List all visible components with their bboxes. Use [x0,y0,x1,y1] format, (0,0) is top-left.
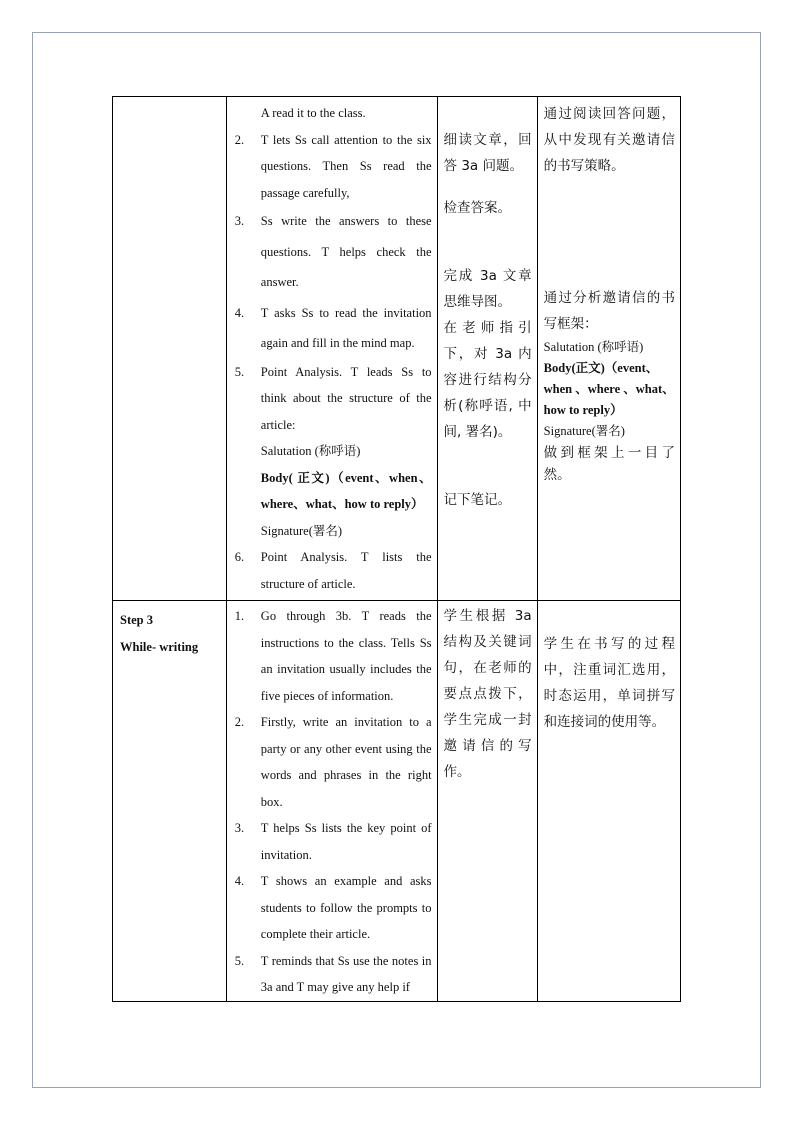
design-intent-text: Signature(署名) [543,424,625,438]
list-item: 5. Point Analysis. T leads Ss to think about the structure of the article: [234,364,432,432]
design-intent-cell [537,97,680,601]
design-intent-text: 学生在书写的过程中，注重词汇选用，时态运用，单词拼写和连接词的使用等。 [543,636,675,730]
student-activity-text: 细读文章，回答 3a 问题。 [443,132,532,174]
table-row [113,97,681,601]
list-item: 1. Go through 3b. T reads the instructions to the class. Tells Ss an invitation usually includes the five pieces of information. [234,609,432,703]
step-cell [113,97,227,601]
list-item: 4. T asks Ss to read the invitation again and fill in the mind map. [234,305,432,350]
step-subtitle: While- writing [120,640,199,654]
list-item: 4. T shows an example and asks students to follow the prompts to complete their article. [234,874,432,941]
design-intent-text: 做到框架上一目了然。 [543,445,675,483]
student-activity-text: 记下笔记。 [443,492,512,508]
list-item: Body( 正文)（event、when、where、what、how to reply） [260,470,432,511]
list-item: 5. T reminds that Ss use the notes in 3a and T may give any help if [234,953,432,994]
step-cell [113,601,227,1002]
design-intent-text: Body(正文)（event、when 、where 、what、how to reply） [543,361,675,417]
student-activity-cell [437,97,537,601]
design-intent-cell [537,601,680,1002]
list-item: 6. Point Analysis. T lists the structure of article. [234,550,432,591]
design-intent-text: 通过阅读回答问题，从中发现有关邀请信的书写策略。 [543,106,675,174]
student-activity-text: 检查答案。 [443,200,512,216]
teacher-activity-cell [226,601,437,1002]
lesson-plan-table [112,96,681,1002]
table-row [113,601,681,1002]
step-title: Step 3 [120,613,153,627]
student-activity-text: 在老师指引下，对 3a 内容进行结构分析(称呼语, 中间, 署名)。 [443,320,532,440]
student-activity-cell [437,601,537,1002]
teacher-activity-cell [226,97,437,601]
list-item: Salutation (称呼语) [260,444,361,458]
list-item: 2. T lets Ss call attention to the six questions. Then Ss read the passage carefully, [234,132,432,200]
design-intent-text: 通过分析邀请信的书写框架： [543,290,675,332]
list-item: 3. T helps Ss lists the key point of invitation. [234,821,432,862]
student-activity-text: 完成 3a 文章思维导图。 [443,268,532,310]
list-item: A read it to the class. [260,106,366,120]
student-activity-text: 学生根据 3a 结构及关键词句，在老师的要点点拨下，学生完成一封邀请信的写作。 [443,608,532,780]
design-intent-text: Salutation (称呼语) [543,340,644,354]
list-item: 2. Firstly, write an invitation to a party or any other event using the words and phrases in the right box. [234,715,432,809]
list-item: Signature(署名) [260,523,343,538]
list-item: 3. Ss write the answers to these questions. T helps check the answer. [234,214,432,289]
